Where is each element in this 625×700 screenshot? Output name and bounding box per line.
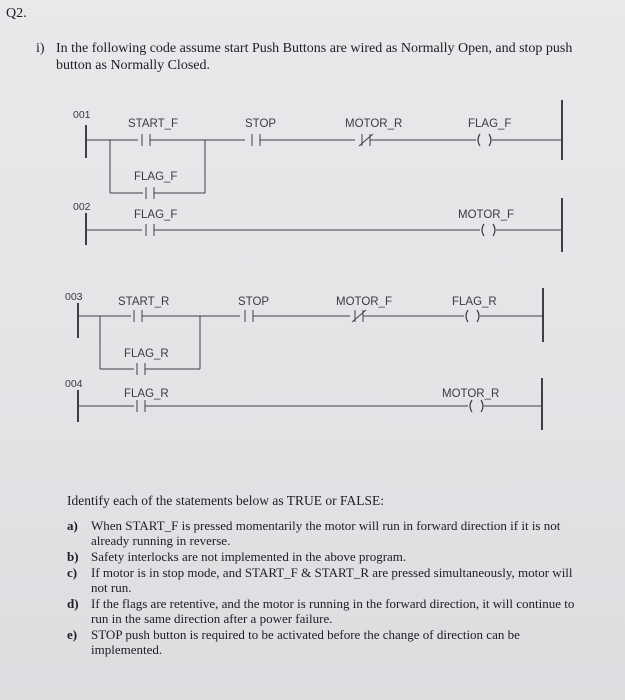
contact-label: FLAG_R [124,388,169,400]
contact-label: MOTOR_F [336,296,393,308]
part-number: i) [36,41,45,56]
rung-002 [73,198,562,252]
statement-text: Safety interlocks are not implemented in the above program. [91,549,407,564]
contact-no [142,134,150,146]
coil-label: MOTOR_F [458,209,515,221]
contact-label: START_F [128,118,179,130]
question-label: Q2. [6,6,27,21]
part-text: In the following code assume start Push Buttons are wired as Normally Open, and stop push button as Normally Closed. [56,41,573,73]
statement-text: If the flags are retentive, and the motor is running in the forward direction, it will continue to run in the same direction after a power failure. [91,596,575,626]
coil [470,400,483,412]
contact-no [137,363,145,375]
contact-nc [245,310,253,322]
contact-label: START_R [118,296,170,308]
statement-letter: c) [67,565,78,580]
statement-letter: b) [67,549,79,564]
coil-label: MOTOR_R [442,388,500,400]
contact-label: STOP [245,118,277,130]
branch-label: FLAG_R [124,348,169,360]
coil-label: FLAG_F [468,118,512,130]
coil [466,310,479,322]
statement-e [67,627,587,657]
contact-no [146,187,154,199]
statement-text: STOP push button is required to be activated before the change of direction can be implemented. [91,627,520,657]
contact-nc [252,134,260,146]
contact-label: FLAG_F [134,209,178,221]
statement-b [67,549,587,564]
statement-d [67,596,587,626]
statement-text: When START_F is pressed momentarily the motor will run in forward direction if it is not already running in reverse. [91,518,561,548]
contact-no [134,310,142,322]
contact-no [137,400,145,412]
rung-number: 001 [73,109,91,121]
coil [478,134,491,146]
rung-004 [65,378,542,430]
statement-list [67,518,587,658]
rung-number: 004 [65,378,83,390]
rung-number: 002 [73,201,91,213]
contact-label: STOP [238,296,270,308]
statement-letter: d) [67,596,79,611]
statement-letter: a) [67,518,78,533]
rung-number: 003 [65,291,83,303]
statement-a [67,518,587,548]
contact-no [146,224,154,236]
coil-label: FLAG_R [452,296,497,308]
instruction-prompt: Identify each of the statements below as TRUE or FALSE: [67,493,385,508]
statement-text: If motor is in stop mode, and START_F & START_R are pressed simultaneously, motor will not run. [91,565,573,595]
rung-003 [65,288,543,375]
coil [482,224,495,236]
statement-c [67,565,587,595]
branch-label: FLAG_F [134,171,178,183]
statement-letter: e) [67,627,78,642]
contact-label: MOTOR_R [345,118,403,130]
rung-001 [73,100,562,199]
